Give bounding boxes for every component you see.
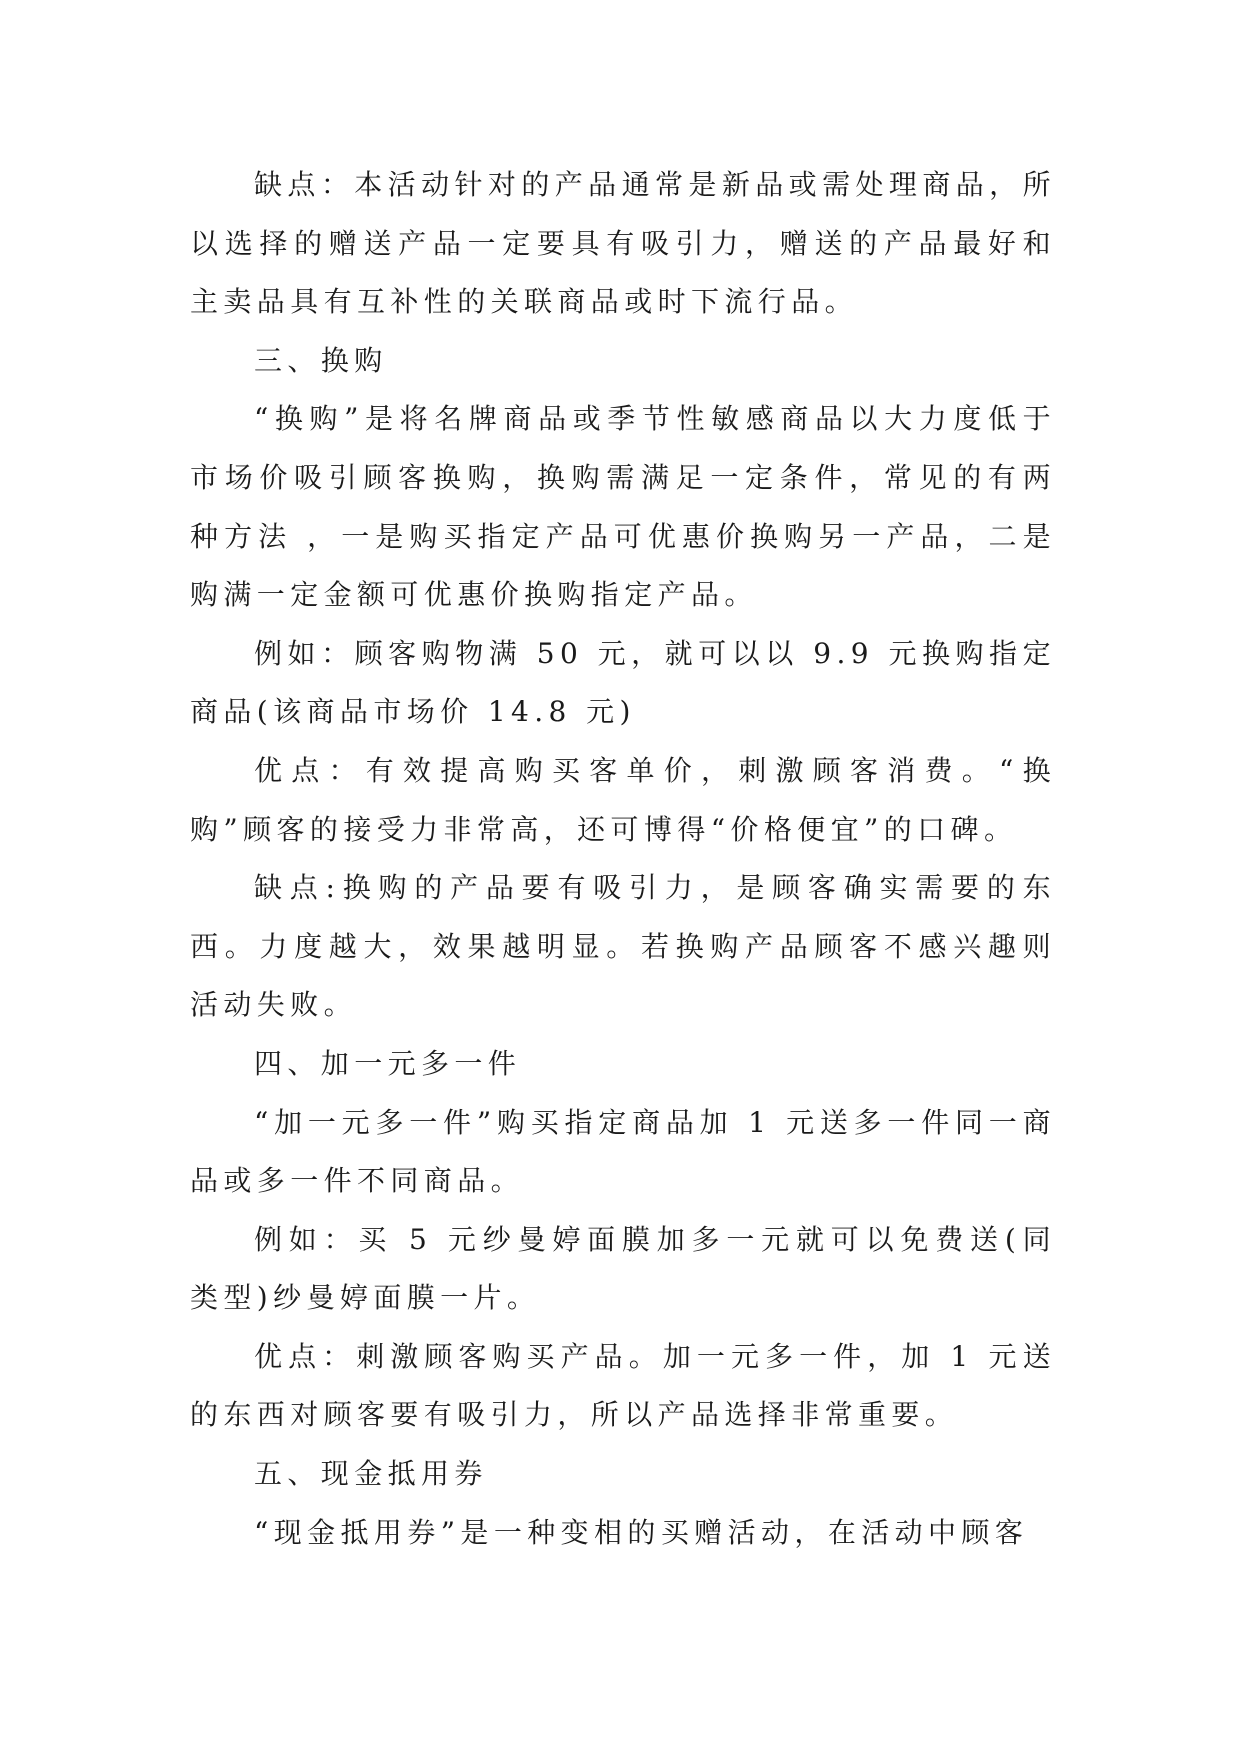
paragraph-add-one-example: 例如：买 5 元纱曼婷面膜加多一元就可以免费送(同类型)纱曼婷面膜一片。 [190,1222,1056,1315]
paragraph-drawback-gift: 缺点：本活动针对的产品通常是新品或需处理商品，所以选择的赠送产品一定要具有吸引力，赠送的产品最好和主卖品具有互补性的关联商品或时下流行品。 [190,168,1056,319]
paragraph-exchange-drawback: 缺点:换购的产品要有吸引力，是顾客确实需要的东西。力度越大，效果越明显。若换购产品顾客不感兴趣则活动失败。 [190,871,1056,1022]
paragraph-add-one-definition: “加一元多一件”购买指定商品加 1 元送多一件同一商品或多一件不同商品。 [190,1105,1056,1198]
paragraph-exchange-example: 例如：顾客购物满 50 元，就可以以 9.9 元换购指定商品(该商品市场价 14.8 元) [190,636,1056,729]
paragraph-exchange-definition: “换购”是将名牌商品或季节性敏感商品以大力度低于市场价吸引顾客换购，换购需满足一定条件，常见的有两种方法 ，一是购买指定产品可优惠价换购另一产品，二是购满一定金额可优惠价换购指定产品。 [190,402,1056,612]
paragraph-add-one-advantage: 优点：刺激顾客购买产品。加一元多一件，加 1 元送的东西对顾客要有吸引力，所以产品选择非常重要。 [190,1339,1056,1432]
heading-cash-voucher: 五、现金抵用券 [254,1457,488,1491]
heading-add-one-yuan: 四、加一元多一件 [254,1046,522,1080]
document-body [190,156,1056,1562]
heading-exchange-purchase: 三、换购 [254,343,388,377]
paragraph-cash-voucher-definition: “现金抵用券”是一种变相的买赠活动，在活动中顾客 [254,1515,1029,1549]
paragraph-exchange-advantage: 优点：有效提高购买客单价，刺激顾客消费。“换购”顾客的接受力非常高，还可博得“价格便宜”的口碑。 [190,753,1056,846]
